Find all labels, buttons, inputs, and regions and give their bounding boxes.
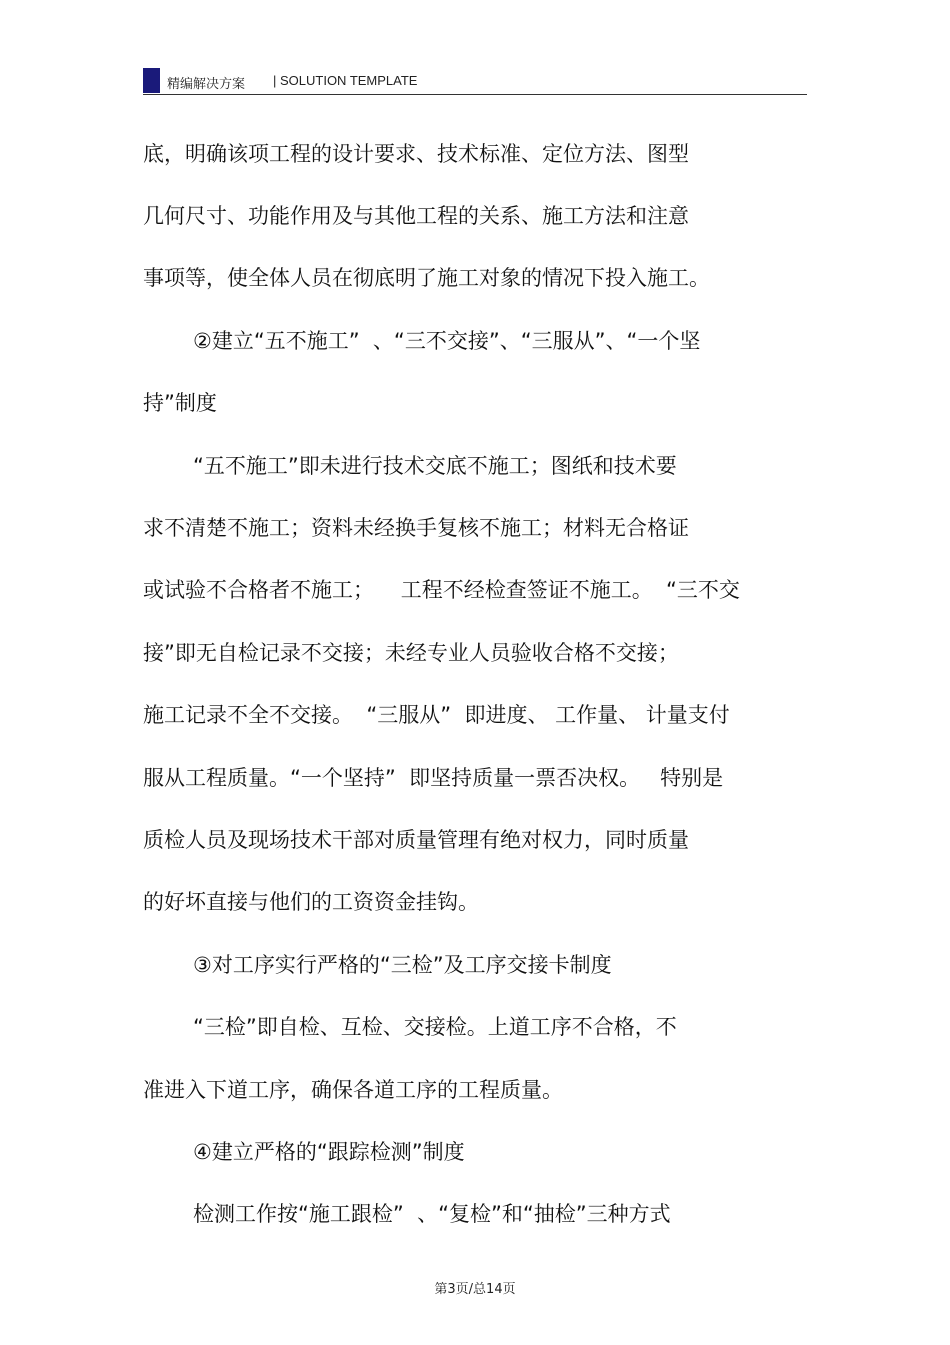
body-line: ③对工序实行严格的“三检”及工序交接卡制度 bbox=[193, 953, 612, 977]
page-number: 第3页/总14页 bbox=[434, 1282, 516, 1297]
body-line: 服从工程质量。“一个坚持” 即坚持质量一票否决权。 特别是 bbox=[143, 766, 724, 790]
body-line: 求不清楚不施工；资料未经换手复核不施工；材料无合格证 bbox=[143, 516, 689, 540]
body-line: 检测工作按“施工跟检” 、“复检”和“抽检”三种方式 bbox=[193, 1202, 671, 1226]
logo-icon bbox=[143, 68, 160, 93]
body-line: 准进入下道工序，确保各道工序的工程质量。 bbox=[143, 1078, 563, 1102]
body-line: “三检”即自检、互检、交接检。上道工序不合格，不 bbox=[193, 1015, 677, 1039]
header-subtitle: | SOLUTION TEMPLATE bbox=[273, 73, 418, 88]
body-line: 施工记录不全不交接。 “三服从” 即进度、 工作量、 计量支付 bbox=[143, 703, 730, 727]
body-line: “五不施工”即未进行技术交底不施工；图纸和技术要 bbox=[193, 454, 677, 478]
body-line: 质检人员及现场技术干部对质量管理有绝对权力，同时质量 bbox=[143, 828, 689, 852]
header-brand: 精编解决方案 bbox=[167, 77, 246, 92]
body-line: 的好坏直接与他们的工资资金挂钩。 bbox=[143, 890, 479, 914]
body-line: 持”制度 bbox=[143, 391, 217, 415]
body-line: ④建立严格的“跟踪检测”制度 bbox=[193, 1140, 465, 1164]
body-line: ②建立“五不施工” 、“三不交接”、“三服从”、“一个坚 bbox=[193, 329, 701, 353]
body-line: 或试验不合格者不施工； 工程不经检查签证不施工。 “三不交 bbox=[143, 578, 740, 602]
body-line: 几何尺寸、功能作用及与其他工程的关系、施工方法和注意 bbox=[143, 204, 689, 228]
page-header bbox=[143, 65, 807, 95]
body-line: 底，明确该项工程的设计要求、技术标准、定位方法、图型 bbox=[143, 142, 689, 166]
body-line: 接”即无自检记录不交接；未经专业人员验收合格不交接； bbox=[143, 641, 679, 665]
body-line: 事项等，使全体人员在彻底明了施工对象的情况下投入施工。 bbox=[143, 266, 710, 290]
header-rule bbox=[143, 94, 807, 95]
